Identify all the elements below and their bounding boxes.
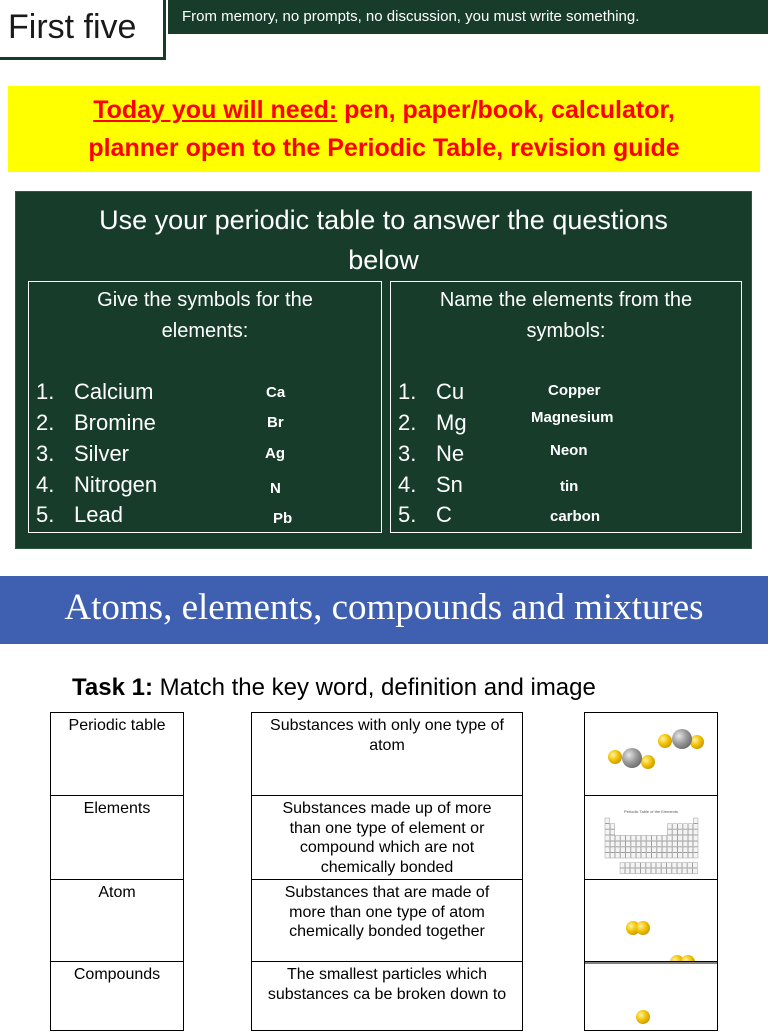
periodic-table-cell (673, 824, 678, 829)
periodic-table-cell (651, 863, 656, 868)
question-number: 3. (398, 441, 417, 466)
periodic-table-thumbnail-title: Periodic Table of the Elements (624, 809, 678, 814)
notice-items-line1: pen, paper/book, calculator, (337, 96, 675, 124)
periodic-table-cell (636, 847, 641, 852)
question-number: 2. (398, 410, 417, 435)
names-question (398, 441, 464, 467)
question-text: Calcium (74, 379, 154, 404)
periodic-table-cell (605, 824, 610, 829)
periodic-table-cell (672, 868, 677, 873)
periodic-table-cell (652, 835, 657, 840)
periodic-table-cell (615, 835, 620, 840)
question-number: 5. (36, 502, 55, 527)
periodic-table-cell (657, 853, 662, 858)
periodic-table-cell (626, 853, 631, 858)
name-answer: Neon (550, 442, 588, 459)
periodic-table-cell (688, 824, 693, 829)
name-answer: tin (560, 478, 579, 495)
notice-lead: Today you will need: (93, 96, 338, 124)
periodic-table-cell (683, 830, 688, 835)
periodic-table-cell (636, 868, 641, 873)
periodic-table-cell (667, 847, 672, 852)
names-question (398, 410, 467, 436)
periodic-table-cell (678, 824, 683, 829)
periodic-table-cell (610, 841, 615, 846)
periodic-table-cell (630, 868, 635, 873)
periodic-table-cell (641, 841, 646, 846)
keyword-cell: Periodic table (50, 712, 184, 796)
periodic-table-cell (682, 863, 687, 868)
materials-notice (8, 86, 760, 172)
question-text: Nitrogen (74, 472, 158, 497)
name-answer: carbon (550, 508, 601, 525)
periodic-table-cell (693, 824, 698, 829)
question-number: 1. (398, 379, 417, 404)
periodic-table-cell (673, 841, 678, 846)
periodic-table-cell (621, 835, 626, 840)
periodic-table-cell (641, 853, 646, 858)
symbol-answer: Ca (266, 384, 286, 401)
periodic-table-cell (620, 863, 625, 868)
periodic-table-cell (667, 824, 672, 829)
periodic-table-cell (605, 853, 610, 858)
topic-title: Atoms, elements, compounds and mixtures (64, 587, 704, 628)
periodic-table-cell (688, 868, 693, 873)
name-answer: Copper (548, 382, 601, 399)
periodic-table-cell (688, 835, 693, 840)
periodic-table-cell (683, 835, 688, 840)
periodic-table-cell (605, 835, 610, 840)
periodic-table-cell (610, 830, 615, 835)
symbols-question (36, 441, 129, 467)
keyword-cell: Atom (50, 879, 184, 962)
panel-heading-line2: below (348, 245, 419, 275)
periodic-table-cell (626, 841, 631, 846)
periodic-table-cell (683, 847, 688, 852)
periodic-table-cell (626, 835, 631, 840)
periodic-table-cell (605, 847, 610, 852)
question-number: 4. (398, 472, 417, 497)
periodic-table-cell (630, 863, 635, 868)
names-question (398, 472, 463, 498)
periodic-table-cell (652, 847, 657, 852)
periodic-table-cell (621, 853, 626, 858)
panel-heading-line1: Use your periodic table to answer the questions (99, 205, 668, 235)
task1-heading (72, 674, 596, 702)
names-box-title (392, 285, 740, 347)
question-text: Sn (436, 472, 463, 497)
periodic-table-cell (631, 847, 636, 852)
definition-cell: Substances with only one type of atom (251, 712, 523, 796)
first-five-title: First five (8, 8, 137, 46)
symbol-answer: Br (267, 414, 284, 431)
periodic-table-cell (682, 868, 687, 873)
periodic-table-cell (693, 868, 698, 873)
periodic-table-cell (683, 841, 688, 846)
symbol-answer: Pb (273, 510, 293, 527)
periodic-table-cell (631, 835, 636, 840)
question-number: 5. (398, 502, 417, 527)
keyword-cell: Elements (50, 795, 184, 880)
periodic-table-cell (662, 835, 667, 840)
periodic-table-cell (688, 853, 693, 858)
periodic-table-cell (662, 847, 667, 852)
question-number: 1. (36, 379, 55, 404)
periodic-table-cell (647, 847, 652, 852)
periodic-table-cell (693, 841, 698, 846)
symbols-box-title (30, 285, 380, 347)
symbols-question (36, 410, 156, 436)
periodic-table-cell (605, 830, 610, 835)
periodic-table-cell (667, 863, 672, 868)
periodic-table-cell (657, 847, 662, 852)
periodic-table-cell (652, 853, 657, 858)
periodic-table-cell (647, 841, 652, 846)
periodic-table-cell (673, 835, 678, 840)
periodic-table-cell (647, 853, 652, 858)
task1-instruction: Match the key word, definition and image (152, 674, 596, 701)
periodic-table-cell (688, 830, 693, 835)
periodic-table-cell (693, 847, 698, 852)
single-atom-icon (585, 962, 717, 1030)
periodic-table-cell (625, 868, 630, 873)
task1-label: Task 1: (72, 674, 153, 701)
symbols-question (36, 502, 123, 528)
periodic-table-cell (657, 835, 662, 840)
periodic-table-cell (636, 835, 641, 840)
periodic-table-cell (678, 835, 683, 840)
periodic-table-cell (673, 830, 678, 835)
image-cell (584, 795, 718, 880)
symbol-answer: Ag (265, 445, 285, 462)
periodic-table-cell (693, 830, 698, 835)
periodic-table-cell (667, 841, 672, 846)
periodic-table-cell (625, 863, 630, 868)
periodic-table-cell (667, 868, 672, 873)
periodic-table-cell (615, 841, 620, 846)
periodic-table-cell (641, 835, 646, 840)
question-text: Bromine (74, 410, 156, 435)
periodic-table-cell (620, 868, 625, 873)
question-text: Silver (74, 441, 130, 466)
periodic-table-cell (610, 853, 615, 858)
periodic-table-cell (621, 847, 626, 852)
periodic-table-cell (610, 824, 615, 829)
question-text: C (436, 502, 452, 527)
name-answer: Magnesium (531, 409, 614, 426)
periodic-table-cell (673, 847, 678, 852)
periodic-table-cell (626, 847, 631, 852)
periodic-table-cell (662, 853, 667, 858)
periodic-table-cell (641, 868, 646, 873)
periodic-table-cell (656, 863, 661, 868)
periodic-table-cell (615, 853, 620, 858)
question-text: Cu (436, 379, 465, 404)
symbols-question (36, 379, 153, 405)
periodic-table-cell (688, 863, 693, 868)
periodic-table-cell (636, 853, 641, 858)
question-text: Ne (436, 441, 465, 466)
periodic-table-cell (610, 835, 615, 840)
periodic-table-cell (647, 835, 652, 840)
definition-cell: Substances that are made of more than one type of atom chemically bonded together (251, 879, 523, 962)
periodic-table-cell (631, 853, 636, 858)
symbol-answer: N (270, 480, 281, 497)
names-box-title-line1: Name the elements from the (439, 289, 693, 311)
question-number: 2. (36, 410, 55, 435)
periodic-table-cell (657, 841, 662, 846)
periodic-table-cell (662, 863, 667, 868)
periodic-table-cell (615, 847, 620, 852)
periodic-table-cell (677, 868, 682, 873)
periodic-table-cell (678, 853, 683, 858)
periodic-table-cell (641, 863, 646, 868)
periodic-table-cell (636, 841, 641, 846)
periodic-table-cell (667, 835, 672, 840)
periodic-table-cell (667, 830, 672, 835)
periodic-table-cell (667, 853, 672, 858)
molecule-icon (585, 713, 717, 795)
periodic-table-cell (688, 847, 693, 852)
periodic-table-cell (651, 868, 656, 873)
periodic-table-icon (585, 796, 717, 879)
notice-line2: planner open to the Periodic Table, revision guide (88, 134, 680, 162)
keyword-cell: Compounds (50, 961, 184, 1031)
symbols-question (36, 472, 157, 498)
periodic-table-cell (605, 841, 610, 846)
definition-cell: Substances made up of more than one type of element or compound which are not chemically bonded (251, 795, 523, 880)
periodic-table-cell (662, 868, 667, 873)
periodic-table-cell (646, 868, 651, 873)
question-text: Mg (436, 410, 467, 435)
first-five-instruction: From memory, no prompts, no discussion, you must write something. (182, 8, 640, 25)
periodic-table-cell (678, 830, 683, 835)
periodic-table-cell (678, 841, 683, 846)
question-number: 3. (36, 441, 55, 466)
periodic-table-cell (656, 868, 661, 873)
periodic-table-cell (672, 863, 677, 868)
periodic-table-cell (646, 863, 651, 868)
periodic-table-cell (693, 853, 698, 858)
periodic-table-cell (688, 841, 693, 846)
image-cell (584, 879, 718, 962)
image-cell (584, 712, 718, 796)
periodic-table-cell (693, 835, 698, 840)
diatomic-molecules-icon (585, 880, 717, 961)
periodic-table-cell (652, 841, 657, 846)
periodic-table-cell (605, 818, 610, 823)
periodic-table-cell (678, 847, 683, 852)
periodic-table-cell (673, 853, 678, 858)
image-cell (584, 961, 718, 1031)
periodic-table-cell (693, 863, 698, 868)
periodic-table-cell (677, 863, 682, 868)
periodic-table-cell (641, 847, 646, 852)
periodic-table-cell (693, 818, 698, 823)
periodic-table-cell (610, 847, 615, 852)
names-question (398, 379, 464, 405)
periodic-table-cell (636, 863, 641, 868)
names-question (398, 502, 452, 528)
periodic-table-cell (683, 853, 688, 858)
question-number: 4. (36, 472, 55, 497)
names-box-title-line2: symbols: (526, 320, 606, 342)
panel-heading (15, 200, 752, 280)
periodic-table-cell (631, 841, 636, 846)
periodic-table-cell (683, 824, 688, 829)
symbols-box-title-line2: elements: (161, 320, 249, 342)
periodic-table-cell (621, 841, 626, 846)
symbols-box-title-line1: Give the symbols for the (97, 289, 313, 311)
definition-cell: The smallest particles which substances ca be broken down to (251, 961, 523, 1031)
periodic-table-cell (662, 841, 667, 846)
question-text: Lead (74, 502, 123, 527)
